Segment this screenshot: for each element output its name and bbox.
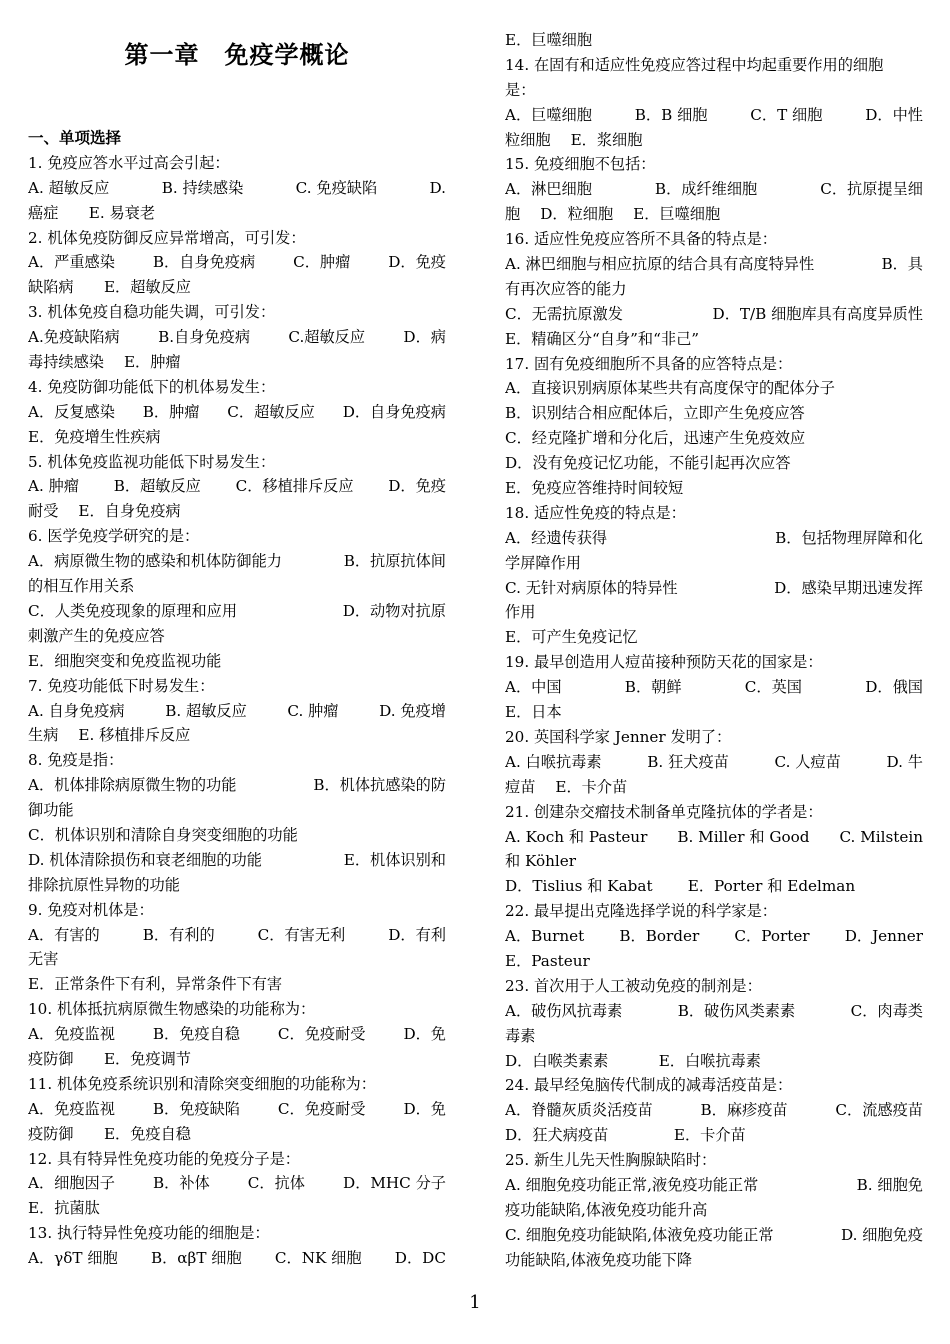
text-segment: A．病原微生物的感染和机体防御能力 <box>28 552 282 571</box>
text-segment: C．Porter <box>734 927 810 946</box>
text-line <box>505 152 923 177</box>
text-segment: C．英国 <box>744 678 802 697</box>
text-segment: B．αβT 细胞 <box>150 1249 242 1268</box>
text-segment: 的相互作用关系 <box>28 577 135 596</box>
text-line <box>505 725 923 750</box>
text-line <box>28 599 446 624</box>
text-segment: B．朝鲜 <box>624 678 682 697</box>
text-segment: 御功能 <box>28 801 74 820</box>
text-segment: C．无需抗原激发 <box>505 304 623 323</box>
text-line <box>28 201 446 226</box>
text-segment: 23. 首次用于人工被动免疫的制剂是： <box>505 976 762 995</box>
text-segment: 13. 执行特异性免疫功能的细胞是： <box>28 1224 270 1243</box>
text-segment: B．超敏反应 <box>113 477 201 496</box>
text-line <box>505 1098 923 1123</box>
text-segment: A．免疫监视 <box>28 1099 115 1118</box>
text-line <box>505 675 923 700</box>
text-segment: 9. 免疫对机体是： <box>28 900 154 919</box>
text-segment: 癌症 E. 易衰老 <box>28 203 156 222</box>
text-line <box>505 277 923 302</box>
text-segment: D．自身免疫病 <box>342 402 446 421</box>
text-line <box>28 798 446 823</box>
text-line <box>28 1022 446 1047</box>
text-line <box>505 78 923 103</box>
text-segment: C. Milstein <box>839 827 923 846</box>
text-segment: A．直接识别病原体某些共有高度保守的配体分子 <box>505 379 835 398</box>
text-line <box>505 600 923 625</box>
text-line <box>28 250 446 275</box>
text-segment: E．免疫应答维持时间较短 <box>505 479 684 498</box>
text-segment: 24. 最早经兔脑传代制成的减毒活疫苗是： <box>505 1076 793 1095</box>
text-segment: C．肉毒类 <box>850 1001 923 1020</box>
text-segment: A．脊髓灰质炎活疫苗 <box>505 1101 653 1120</box>
text-segment: B. 狂犬疫苗 <box>647 752 729 771</box>
text-segment: B．成纤维细胞 <box>654 180 758 199</box>
text-line <box>505 825 923 850</box>
text-segment: 作用 <box>505 603 536 622</box>
text-segment: B．免疫缺陷 <box>152 1099 240 1118</box>
text-segment: A. 淋巴细胞与相应抗原的结合具有高度特异性 <box>505 255 815 274</box>
text-segment: E．正常条件下有利，异常条件下有害 <box>28 975 283 994</box>
text-segment: B. 细胞免 <box>856 1175 923 1194</box>
text-line <box>28 1047 446 1072</box>
text-segment: C．抗体 <box>247 1174 305 1193</box>
text-segment: 1. 免疫应答水平过高会引起： <box>28 153 230 172</box>
text-line <box>28 947 446 972</box>
text-segment: 7. 免疫功能低下时易发生： <box>28 676 215 695</box>
text-segment: 生病 E. 移植排斥反应 <box>28 726 191 745</box>
text-segment: 15. 免疫细胞不包括： <box>505 155 656 174</box>
text-segment: 6. 医学免疫学研究的是： <box>28 527 200 546</box>
text-line <box>28 574 446 599</box>
text-segment: 14. 在固有和适应性免疫应答过程中均起重要作用的细胞 <box>505 55 884 74</box>
text-segment: E．日本 <box>505 703 562 722</box>
text-segment: D．T/B 细胞库具有高度异质性 <box>712 304 923 323</box>
text-line <box>28 549 446 574</box>
text-segment: B．破伤风类素素 <box>677 1001 796 1020</box>
left-question-lines <box>28 151 446 1271</box>
text-line <box>28 1072 446 1097</box>
text-line <box>505 700 923 725</box>
text-line <box>505 1223 923 1248</box>
text-line <box>505 974 923 999</box>
text-line <box>28 499 446 524</box>
text-line <box>28 624 446 649</box>
text-segment: B．自身免疫病 <box>152 253 256 272</box>
text-segment: A. Koch 和 Pasteur <box>505 827 648 846</box>
text-segment: 和 Köhler <box>505 852 576 871</box>
text-line <box>28 997 446 1022</box>
text-line <box>28 748 446 773</box>
text-segment: B．麻疹疫苗 <box>700 1101 788 1120</box>
text-line <box>505 1198 923 1223</box>
text-segment: A．反复感染 <box>28 402 115 421</box>
text-line <box>28 1097 446 1122</box>
text-segment: B．包括物理屏障和化 <box>775 528 923 547</box>
text-line <box>505 874 923 899</box>
right-question-lines <box>505 28 923 1273</box>
text-segment: B．识别结合相应配体后，立即产生免疫应答 <box>505 404 805 423</box>
text-line <box>505 1248 923 1273</box>
text-line <box>505 327 923 352</box>
text-segment: A．经遗传获得 <box>505 528 608 547</box>
text-line <box>28 723 446 748</box>
text-line <box>505 227 923 252</box>
text-segment: C. 免疫缺陷 <box>295 178 378 197</box>
text-segment: A. 自身免疫病 <box>28 701 125 720</box>
text-segment: D．俄国 <box>865 678 923 697</box>
text-line <box>505 128 923 153</box>
text-segment: 学屏障作用 <box>505 553 581 572</box>
left-column <box>28 28 446 1271</box>
text-segment: 16. 适应性免疫应答所不具备的特点是： <box>505 230 777 249</box>
text-segment: C．抗原提呈细 <box>820 180 923 199</box>
text-segment: C．T 细胞 <box>750 105 823 124</box>
text-line <box>505 376 923 401</box>
text-line <box>505 302 923 327</box>
text-segment: 毒素 <box>505 1026 536 1045</box>
text-line <box>505 53 923 78</box>
text-line <box>28 823 446 848</box>
text-segment: D．没有免疫记忆功能，不能引起再次应答 <box>505 454 791 473</box>
text-segment: 8. 免疫是指： <box>28 751 124 770</box>
text-segment: B．机体抗感染的防 <box>313 776 446 795</box>
chapter-title: 第一章 免疫学概论 <box>124 41 350 69</box>
text-segment: 12. 具有特异性免疫功能的免疫分子是： <box>28 1149 300 1168</box>
text-segment: 11. 机体免疫系统识别和清除突变细胞的功能称为： <box>28 1074 376 1093</box>
text-segment: D. 牛 <box>886 752 923 771</box>
text-segment: 是： <box>505 80 536 99</box>
text-line <box>505 775 923 800</box>
text-line <box>28 848 446 873</box>
text-segment: D. <box>429 178 446 197</box>
text-segment: 17. 固有免疫细胞所不具备的应答特点是： <box>505 354 793 373</box>
text-line <box>505 750 923 775</box>
text-segment: 疫功能缺陷,体液免疫功能升高 <box>505 1200 708 1219</box>
text-line <box>505 576 923 601</box>
text-segment: D．Tislius 和 Kabat E．Porter 和 Edelman <box>505 877 856 896</box>
text-segment: E．机体识别和 <box>343 850 446 869</box>
text-segment: C．人类免疫现象的原理和应用 <box>28 601 238 620</box>
text-segment: B. 持续感染 <box>161 178 244 197</box>
text-segment: E．抗菌肽 <box>28 1199 100 1218</box>
text-segment: C．超敏反应 <box>227 402 315 421</box>
text-segment: C．经克隆扩增和分化后，迅速产生免疫效应 <box>505 429 806 448</box>
text-line <box>505 800 923 825</box>
text-line <box>28 425 446 450</box>
text-line <box>28 1196 446 1221</box>
text-line <box>505 551 923 576</box>
text-line <box>28 649 446 674</box>
text-line <box>28 923 446 948</box>
text-line <box>505 650 923 675</box>
text-segment: 无害 <box>28 950 59 969</box>
text-segment: 2. 机体免疫防御反应异常增高，可引发： <box>28 228 306 247</box>
text-segment: D．狂犬病疫苗 E．卡介苗 <box>505 1126 746 1145</box>
text-segment: 功能缺陷,体液免疫功能下降 <box>505 1250 693 1269</box>
text-segment: D. 机体清除损伤和衰老细胞的功能 <box>28 850 262 869</box>
text-line <box>505 1024 923 1049</box>
text-segment: 耐受 E．自身免疫病 <box>28 502 181 521</box>
text-segment: A. 细胞免疫功能正常,液免疫功能正常 <box>505 1175 759 1194</box>
text-segment: D．病 <box>403 328 446 347</box>
text-line <box>505 451 923 476</box>
text-segment: C．移植排斥反应 <box>235 477 354 496</box>
right-column <box>505 28 923 1273</box>
text-segment: A．机体排除病原微生物的功能 <box>28 776 237 795</box>
text-line <box>505 899 923 924</box>
text-segment: 19. 最早创造用人痘苗接种预防天花的国家是： <box>505 653 823 672</box>
text-segment: C．肿瘤 <box>293 253 351 272</box>
text-segment: 粒细胞 E．浆细胞 <box>505 130 643 149</box>
text-segment: 刺激产生的免疫应答 <box>28 626 165 645</box>
text-line <box>505 1148 923 1173</box>
text-segment: C．NK 细胞 <box>274 1249 362 1268</box>
text-segment: 痘苗 E．卡介苗 <box>505 777 628 796</box>
text-segment: C. 无针对病原体的特异性 <box>505 578 678 597</box>
text-line <box>505 999 923 1024</box>
text-segment: C. 人痘苗 <box>774 752 841 771</box>
text-segment: 18. 适应性免疫的特点是： <box>505 503 686 522</box>
text-segment: A．严重感染 <box>28 253 115 272</box>
text-segment: D．免疫 <box>388 253 446 272</box>
text-segment: B．Border <box>619 927 700 946</box>
text-segment: B．有利的 <box>142 925 215 944</box>
text-segment: A．破伤风抗毒素 <box>505 1001 623 1020</box>
text-segment: B. Miller 和 Good <box>677 827 810 846</box>
text-segment: 20. 英国科学家 Jenner 发明了： <box>505 727 732 746</box>
text-line <box>28 151 446 176</box>
text-line <box>505 426 923 451</box>
text-line <box>28 226 446 251</box>
text-line <box>28 176 446 201</box>
text-line <box>28 325 446 350</box>
text-segment: D．白喉类素素 E．白喉抗毒素 <box>505 1051 761 1070</box>
text-line <box>28 1171 446 1196</box>
text-line <box>505 1123 923 1148</box>
text-segment: D．免 <box>403 1025 446 1044</box>
text-segment: B．具 <box>881 255 923 274</box>
text-line <box>28 275 446 300</box>
text-segment: A.免疫缺陷病 <box>28 328 120 347</box>
text-segment: 22. 最早提出克隆选择学说的科学家是： <box>505 902 777 921</box>
text-segment: B．补体 <box>152 1174 210 1193</box>
text-line <box>505 924 923 949</box>
text-segment: 缺陷病 E．超敏反应 <box>28 278 191 297</box>
text-segment: B. 超敏反应 <box>165 701 247 720</box>
text-segment: E．细胞突变和免疫监视功能 <box>28 651 222 670</box>
text-segment: A．免疫监视 <box>28 1025 115 1044</box>
text-segment: 21. 创建杂交瘤技术制备单克隆抗体的学者是： <box>505 802 823 821</box>
text-segment: C．免疫耐受 <box>277 1025 366 1044</box>
text-segment: D. 细胞免疫 <box>840 1225 923 1244</box>
text-line <box>505 476 923 501</box>
text-segment: 10. 机体抵抗病原微生物感染的功能称为： <box>28 1000 316 1019</box>
text-line <box>28 350 446 375</box>
text-line <box>505 949 923 974</box>
text-segment: E．可产生免疫记忆 <box>505 628 638 647</box>
text-segment: B.自身免疫病 <box>158 328 251 347</box>
text-line <box>28 1221 446 1246</box>
text-segment: A．淋巴细胞 <box>505 180 592 199</box>
text-segment: E．精确区分“自身”和“非己” <box>505 329 700 348</box>
text-segment: C.超敏反应 <box>288 328 366 347</box>
text-segment: 有再次应答的能力 <box>505 279 627 298</box>
text-line <box>505 1173 923 1198</box>
text-segment: 胞 D．粒细胞 E．巨噬细胞 <box>505 205 721 224</box>
text-segment: D．有利 <box>388 925 446 944</box>
text-line <box>505 501 923 526</box>
text-line <box>505 625 923 650</box>
text-segment: D. 免疫增 <box>379 701 446 720</box>
text-segment: C．机体识别和清除自身突变细胞的功能 <box>28 825 298 844</box>
text-line <box>28 699 446 724</box>
text-segment: 毒持续感染 E．肿瘤 <box>28 353 181 372</box>
text-segment: C．免疫耐受 <box>277 1099 366 1118</box>
text-segment: A．中国 <box>505 678 562 697</box>
text-line <box>28 400 446 425</box>
text-segment: B．免疫自稳 <box>152 1025 240 1044</box>
text-segment: A. 超敏反应 <box>28 178 110 197</box>
text-line <box>505 526 923 551</box>
text-line <box>28 972 446 997</box>
text-segment: 疫防御 E．免疫自稳 <box>28 1124 191 1143</box>
text-segment: A．细胞因子 <box>28 1174 115 1193</box>
text-line <box>505 849 923 874</box>
text-segment: D．感染早期迅速发挥 <box>774 578 923 597</box>
text-line <box>28 450 446 475</box>
text-segment: 排除抗原性异物的功能 <box>28 875 180 894</box>
text-segment: C. 细胞免疫功能缺陷,体液免疫功能正常 <box>505 1225 774 1244</box>
text-line <box>28 524 446 549</box>
text-segment: D．DC <box>394 1249 446 1268</box>
text-segment: 3. 机体免疫自稳功能失调，可引发： <box>28 303 276 322</box>
text-segment: D．免疫 <box>388 477 446 496</box>
text-segment: B．B 细胞 <box>634 105 708 124</box>
text-segment: E．免疫增生性疾病 <box>28 427 161 446</box>
text-line <box>505 401 923 426</box>
text-segment: 25. 新生儿先天性胸腺缺陷时： <box>505 1151 717 1170</box>
text-segment: A．有害的 <box>28 925 100 944</box>
text-line <box>28 773 446 798</box>
text-line <box>28 873 446 898</box>
text-segment: D．中性 <box>865 105 923 124</box>
text-segment: D．MHC 分子 <box>343 1174 446 1193</box>
text-line <box>505 252 923 277</box>
text-line <box>505 1049 923 1074</box>
text-segment: A. 肿瘤 <box>28 477 79 496</box>
text-line <box>28 1147 446 1172</box>
section-heading: 一、单项选择 <box>28 129 122 147</box>
text-line <box>28 898 446 923</box>
text-segment: D．动物对抗原 <box>342 601 446 620</box>
text-line <box>28 375 446 400</box>
text-line <box>28 300 446 325</box>
text-segment: C．有害无利 <box>257 925 346 944</box>
text-segment: A. 白喉抗毒素 <box>505 752 602 771</box>
text-segment: C. 肿瘤 <box>287 701 339 720</box>
text-segment: A．γδT 细胞 <box>28 1249 118 1268</box>
text-segment: D．Jenner <box>844 927 923 946</box>
text-segment: A．巨噬细胞 <box>505 105 592 124</box>
text-line <box>28 1122 446 1147</box>
text-line <box>505 1073 923 1098</box>
text-line <box>505 103 923 128</box>
text-segment: 5. 机体免疫监视功能低下时易发生： <box>28 452 276 471</box>
text-segment: E．Pasteur <box>505 951 590 970</box>
text-segment: E．巨噬细胞 <box>505 31 593 49</box>
text-line <box>28 1246 446 1271</box>
text-segment: B．抗原抗体间 <box>343 552 446 571</box>
text-line <box>505 28 923 53</box>
text-line <box>28 474 446 499</box>
text-line <box>505 352 923 377</box>
text-line <box>505 202 923 227</box>
page-number: 1 <box>469 1292 481 1313</box>
text-segment: C．流感疫苗 <box>835 1101 923 1120</box>
text-line <box>28 674 446 699</box>
text-segment: 4. 免疫防御功能低下的机体易发生： <box>28 377 276 396</box>
text-line <box>505 177 923 202</box>
text-segment: D．免 <box>403 1099 446 1118</box>
text-segment: 疫防御 E．免疫调节 <box>28 1049 191 1068</box>
text-segment: B．肿瘤 <box>142 402 200 421</box>
text-segment: A．Burnet <box>505 927 585 946</box>
